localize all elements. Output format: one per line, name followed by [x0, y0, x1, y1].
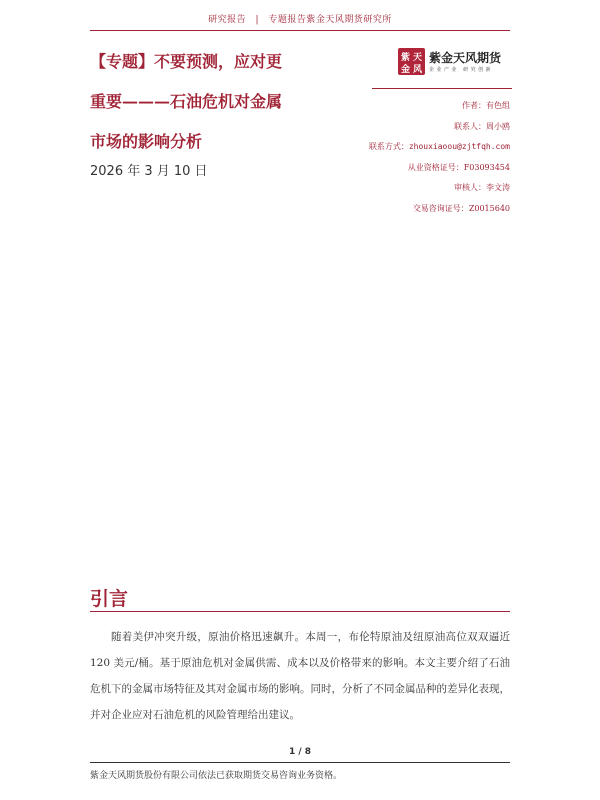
contact-method-label: 联系方式： [368, 142, 409, 151]
footer-disclaimer: 紫金天风期货股份有限公司依法已获取期货交易咨询业务资格。 [90, 771, 343, 781]
seal-char-2: 天 [413, 53, 423, 63]
report-date: 2026 年 3 月 10 日 [90, 164, 208, 179]
seal-char-3: 金 [401, 65, 411, 75]
contact-method-row [250, 137, 510, 158]
advisory-value: Z0015640 [468, 203, 510, 213]
intro-paragraph: 随着美伊冲突升级，原油价格迅速飙升。本周一，布伦特原油及纽原油高位双双逼近 120 美元/桶。基于原油危机对金属供需、成本以及价格带来的影响。本文主要介绍了石油危机下的金属市场特征及其对金属市场的影响。同时，分析了不同金属品种的差异化表现，并对企业应对石油危机的风险管理给出建议。 [90, 631, 510, 721]
title-line-3: 市场的影响分析 [90, 132, 203, 151]
email-link[interactable]: zhouxiaoou@zjtfqh.com [408, 142, 510, 151]
section-rule [90, 611, 510, 612]
logo-name: 紫金天风期货 [429, 51, 502, 65]
advisory-label: 交易咨询证号： [412, 203, 469, 213]
logo-slogan: 企业产业 研究创新 [429, 67, 494, 73]
author-value: 有色组 [486, 101, 510, 110]
header-left: 研究报告 [208, 15, 247, 25]
license-value: F03093454 [463, 162, 510, 172]
advisory-row [250, 199, 510, 220]
header-right: 专题报告紫金天风期货研究所 [268, 15, 392, 25]
title-line-1: 【专题】不要预测，应对更 [90, 52, 283, 71]
company-logo [398, 48, 510, 78]
author-info [250, 96, 510, 219]
license-label: 从业资格证号： [407, 162, 464, 172]
contact-label: 联系人： [454, 121, 486, 131]
reviewer-row [250, 178, 510, 199]
author-row [250, 96, 510, 117]
title-line-2: 重要———石油危机对金属 [90, 92, 283, 111]
logo-rule [372, 88, 512, 89]
header-rule [90, 30, 510, 31]
section-title: 引言 [90, 588, 129, 610]
page-number: 1 / 8 [288, 747, 312, 757]
logo-seal-icon [398, 48, 425, 75]
contact-row [250, 117, 510, 138]
author-label: 作者： [462, 101, 486, 110]
contact-value: 周小鸥 [486, 121, 510, 131]
seal-char-4: 风 [413, 65, 423, 75]
page-header [0, 12, 600, 25]
reviewer-value: 李文涛 [486, 183, 510, 192]
footer-rule [90, 762, 510, 763]
header-separator: | [255, 15, 260, 25]
seal-char-1: 紫 [401, 53, 411, 63]
license-row [250, 158, 510, 179]
reviewer-label: 审核人： [454, 183, 486, 192]
